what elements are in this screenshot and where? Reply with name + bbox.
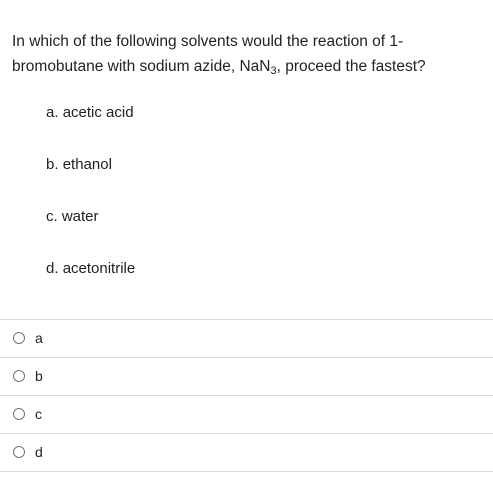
radio-button-d[interactable] bbox=[13, 446, 25, 458]
answer-label-d: d bbox=[35, 444, 43, 460]
radio-button-b[interactable] bbox=[13, 370, 25, 382]
choice-letter: a. bbox=[46, 104, 59, 121]
choice-list bbox=[46, 103, 135, 311]
choice-text: acetic acid bbox=[62, 104, 134, 121]
question-text bbox=[12, 29, 482, 79]
choice-letter: b. bbox=[46, 156, 59, 173]
choice-text: water bbox=[61, 208, 99, 225]
choice-a bbox=[46, 103, 135, 123]
question-text-end: , proceed the fastest? bbox=[276, 58, 426, 75]
answer-options bbox=[0, 319, 493, 472]
answer-option-b[interactable] bbox=[0, 357, 493, 395]
choice-b bbox=[46, 155, 135, 175]
question-subscript: 3 bbox=[270, 65, 277, 77]
choice-letter: d. bbox=[46, 260, 59, 277]
question-text-main: In which of the following solvents would the reaction of 1-bromobutane with sodium azide, NaN bbox=[12, 33, 404, 75]
radio-button-c[interactable] bbox=[13, 408, 25, 420]
answer-label-a: a bbox=[35, 330, 43, 346]
answer-label-b: b bbox=[35, 368, 43, 384]
answer-option-a[interactable] bbox=[0, 319, 493, 357]
choice-letter: c. bbox=[46, 208, 58, 225]
answer-option-d[interactable] bbox=[0, 433, 493, 472]
radio-button-a[interactable] bbox=[13, 332, 25, 344]
choice-text: ethanol bbox=[62, 156, 112, 173]
choice-c bbox=[46, 207, 135, 227]
answer-option-c[interactable] bbox=[0, 395, 493, 433]
answer-label-c: c bbox=[35, 406, 42, 422]
choice-d bbox=[46, 259, 135, 279]
choice-text: acetonitrile bbox=[62, 260, 136, 277]
